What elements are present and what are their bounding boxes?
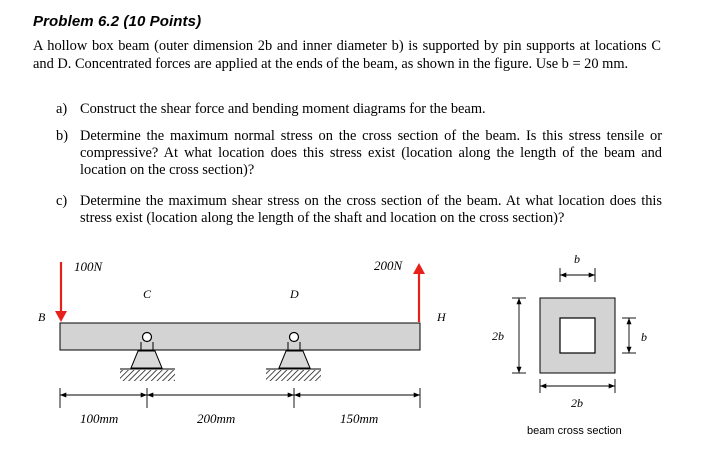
length-dimensions (60, 388, 420, 408)
cs-dim-top-label: b (574, 252, 580, 266)
part-c-text: Determine the maximum shear stress on the cross section of the beam. At what location does this stress exist (location along the length of the shaft and location on the cross section)? (80, 193, 662, 226)
point-b-label: B (38, 310, 46, 324)
point-d-label: D (290, 287, 299, 301)
force-arrow-left (55, 262, 67, 322)
point-c-label: C (143, 287, 152, 301)
force-right-label: 200N (374, 258, 403, 273)
beam (60, 323, 420, 350)
cs-dim-left-label: 2b (492, 329, 504, 343)
cross-section (540, 298, 615, 373)
dim-bc-label: 100mm (80, 411, 119, 426)
problem-intro: A hollow box beam (outer dimension 2b and inner diameter b) is supported by pin supports at locations C and D. Concentrated forces are applied at the ends of the beam, as shown in the figure. Use b = 20 mm. (33, 38, 661, 72)
dim-dh-label: 150mm (340, 411, 379, 426)
force-arrow-right (413, 263, 425, 322)
part-c-label: c) (56, 193, 68, 209)
part-a-text: Construct the shear force and bending moment diagrams for the beam. (80, 101, 486, 117)
part-a-label: a) (56, 101, 68, 117)
force-left-label: 100N (74, 259, 103, 274)
dim-cd-label: 200mm (197, 411, 236, 426)
part-b-label: b) (56, 128, 68, 144)
point-h-label: H (437, 310, 446, 324)
cs-dim-bottom-label: 2b (571, 396, 583, 410)
problem-title: Problem 6.2 (10 Points) (33, 13, 202, 30)
cross-section-caption: beam cross section (527, 425, 622, 437)
part-b-text: Determine the maximum normal stress on the cross section of the beam. Is this stress tensile or compressive? At what location does this stress exist (location along the length of the beam and location on the cross section)? (80, 128, 662, 178)
cs-dim-right-label: b (641, 330, 647, 344)
